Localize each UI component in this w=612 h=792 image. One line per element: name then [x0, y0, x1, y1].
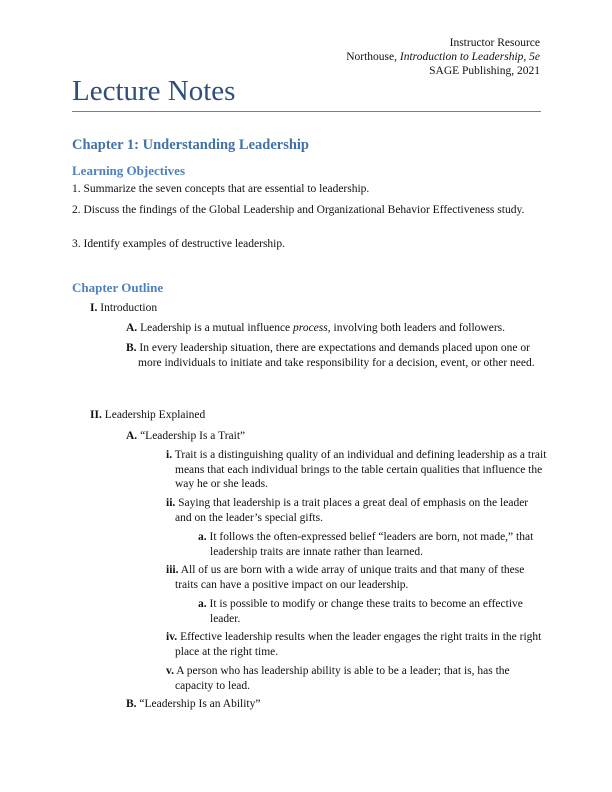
outline-label: a.	[198, 531, 207, 543]
outline-text: It follows the often-expressed belief “leaders are born, not made,” that leadership traits are innate rather than learned.	[209, 531, 534, 558]
outline-label: B.	[126, 698, 137, 710]
outline-text: Introduction	[100, 302, 158, 314]
outline-text-italic: process	[293, 322, 328, 334]
chapter-outline-heading: Chapter Outline	[72, 280, 164, 295]
outline-text: Leadership is a mutual influence	[140, 322, 294, 334]
outline-text: All of us are born with a wide array of unique traits and that many of these traits can have a positive impact on our leadership.	[175, 564, 525, 591]
outline-text: “Leadership Is an Ability”	[139, 698, 261, 710]
outline-label: A.	[126, 322, 138, 334]
outline-label: v.	[166, 665, 174, 677]
outline-item-II-A-ii	[166, 496, 539, 525]
header-book-title: Introduction to Leadership, 5e	[399, 51, 540, 63]
outline-item-I-A	[126, 321, 548, 336]
page-header	[346, 36, 540, 78]
objective-item: 3. Identify examples of destructive leadership.	[72, 238, 285, 250]
outline-text: It is possible to modify or change these traits to become an effective leader.	[209, 598, 523, 625]
header-line-1: Instructor Resource	[449, 37, 540, 49]
outline-item-II-A-v	[166, 664, 545, 693]
outline-label: B.	[126, 342, 137, 354]
header-author: Northouse,	[346, 51, 400, 63]
outline-label: II.	[90, 409, 102, 421]
outline-text: Leadership Explained	[104, 409, 206, 421]
header-line-2	[346, 50, 540, 64]
outline-item-II	[90, 408, 530, 423]
outline-text: , involving both leaders and followers.	[327, 322, 506, 334]
outline-label: iv.	[166, 631, 178, 643]
outline-label: ii.	[166, 497, 176, 509]
objective-item: 2. Discuss the findings of the Global Leadership and Organizational Behavior Effectiveness study.	[72, 204, 525, 216]
learning-objectives-heading: Learning Objectives	[72, 163, 186, 178]
outline-item-II-A-ii-a	[198, 530, 550, 559]
outline-item-I	[90, 301, 530, 316]
outline-label: I.	[90, 302, 98, 314]
title-underline	[72, 111, 541, 112]
outline-text: A person who has leadership ability is able to be a leader; that is, has the capacity to lead.	[175, 665, 510, 692]
outline-text: “Leadership Is a Trait”	[140, 430, 246, 442]
outline-item-II-A-iii-a	[198, 597, 554, 626]
outline-label: A.	[126, 430, 138, 442]
outline-item-I-B	[126, 341, 552, 370]
outline-label: iii.	[166, 564, 179, 576]
outline-text: Trait is a distinguishing quality of an individual and defining leadership as a trait means that each individual brings to the table certain qualities that influence the way he or she leads.	[174, 449, 547, 490]
header-line-3: SAGE Publishing, 2021	[429, 65, 540, 77]
outline-text: Effective leadership results when the leader engages the right traits in the right place at the right time.	[175, 631, 542, 658]
objective-item: 1. Summarize the seven concepts that are essential to leadership.	[72, 183, 370, 195]
outline-label: a.	[198, 598, 207, 610]
outline-label: i.	[166, 449, 173, 461]
chapter-title: Chapter 1: Understanding Leadership	[72, 137, 309, 153]
page-title: Lecture Notes	[72, 75, 236, 107]
outline-text: Saying that leadership is a trait places a great deal of emphasis on the leader and on the leader’s special gifts.	[175, 497, 529, 524]
outline-item-II-A-i	[166, 448, 551, 492]
outline-item-II-A-iii	[166, 563, 531, 592]
outline-item-II-B	[126, 697, 536, 712]
outline-item-II-A	[126, 429, 536, 444]
outline-item-II-A-iv	[166, 630, 549, 659]
outline-text: In every leadership situation, there are expectations and demands placed upon one or more individuals to initiate and take responsibility for a decision, event, or other need.	[138, 342, 535, 369]
